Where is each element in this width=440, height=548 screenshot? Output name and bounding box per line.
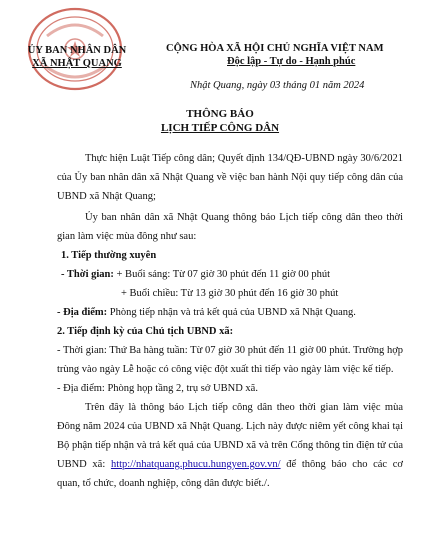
portal-link[interactable]: http://nhatquang.phucu.hungyen.gov.vn/ <box>110 459 281 470</box>
organization-line-2: XÃ NHẬT QUANG <box>32 58 122 69</box>
paragraph-closing <box>57 398 403 493</box>
section-1-heading: 1. Tiếp thường xuyên <box>61 250 157 261</box>
section-1-time-morning <box>61 265 403 284</box>
time-label: - Thời gian: <box>61 269 114 280</box>
national-motto: Độc lập - Tự do - Hạnh phúc <box>227 56 356 67</box>
section-2-heading: 2. Tiếp định kỳ của Chủ tịch UBND xã: <box>57 326 234 337</box>
paragraph-announcement: Ủy ban nhân dân xã Nhật Quang thông báo Lịch tiếp công dân theo thời gian làm việc mùa đông như sau: <box>57 212 403 242</box>
section-2-place: - Địa điểm: Phòng họp tầng 2, trụ sở UBND xã. <box>57 383 258 394</box>
national-title: CỘNG HÒA XÃ HỘI CHỦ NGHĨA VIỆT NAM <box>166 43 384 54</box>
section-1-place <box>57 303 403 322</box>
document-body <box>57 149 403 493</box>
closing-text: Trên đây là thông báo Lịch tiếp công dân theo thời gian làm việc mùa Đông năm 2024 của UBND xã Nhật Quang. Lịch này được niêm yết công khai tại Bộ phận tiếp nhận và trả kết quả của UBND xã và trên Cổng thông tin điện tử của UBND xã: <box>57 402 403 470</box>
organization-line-1: ỦY BAN NHÂN DÂN <box>27 45 127 56</box>
section-2-time: - Thời gian: Thứ Ba hàng tuần: Từ 07 giờ 30 phút đến 11 giờ 00 phút. Trường hợp trùng vào ngày Lễ hoặc có công việc đột xuất thì tiếp vào ngày làm việc kế tiếp. <box>57 345 403 375</box>
document-subtitle: LỊCH TIẾP CÔNG DÂN <box>160 122 280 134</box>
place-label: - Địa điểm: <box>57 307 108 318</box>
organization-name <box>22 44 132 70</box>
section-1-time-afternoon: + Buổi chiều: Từ 13 giờ 30 phút đến 16 giờ 30 phút <box>121 288 339 299</box>
document-date: Nhật Quang, ngày 03 tháng 01 năm 2024 <box>190 80 365 91</box>
closing-text-end: để thông báo cho các cơ quan, tổ chức, doanh nghiệp, công dân được biết./. <box>57 459 403 489</box>
paragraph-intro: Thực hiện Luật Tiếp công dân; Quyết định 134/QĐ-UBND ngày 30/6/2021 của Ủy ban nhân dân xã Nhật Quang về việc ban hành Nội quy tiếp công dân của UBND xã Nhật Quang; <box>57 153 403 202</box>
morning-hours: + Buổi sáng: Từ 07 giờ 30 phút đến 11 giờ 00 phút <box>113 269 330 280</box>
document-title: THÔNG BÁO <box>186 108 254 120</box>
place-value: Phòng tiếp nhận và trả kết quả của UBND xã Nhật Quang. <box>107 307 356 318</box>
